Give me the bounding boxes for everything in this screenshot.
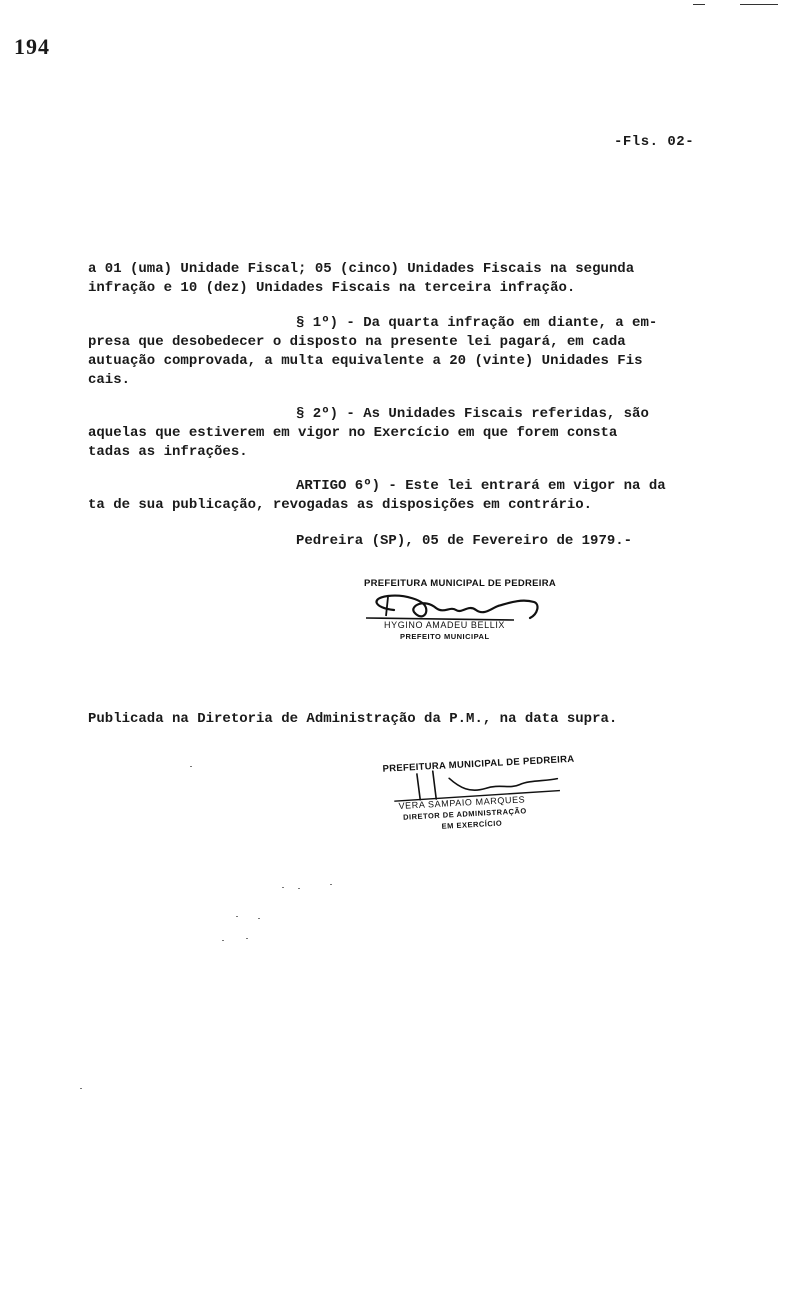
body-line: cais.	[88, 372, 131, 388]
scan-speck	[330, 884, 332, 885]
scan-speck	[258, 918, 260, 919]
scan-speck	[246, 938, 248, 939]
signer-name: VERA SAMPAIO MARQUES	[398, 794, 526, 811]
scan-mark	[740, 4, 778, 5]
page-number: 194	[14, 34, 50, 59]
director-signature-stamp	[378, 748, 575, 848]
scan-speck	[298, 888, 300, 889]
stamp-heading: PREFEITURA MUNICIPAL DE PEDREIRA	[364, 578, 557, 589]
body-line: ARTIGO 6º) - Este lei entrará em vigor na da	[296, 478, 666, 494]
body-line: presa que desobedecer o disposto na presente lei pagará, em cada	[88, 334, 626, 350]
body-line: ta de sua publicação, revogadas as disposições em contrário.	[88, 497, 593, 513]
body-line: autuação comprovada, a multa equivalente a 20 (vinte) Unidades Fis	[88, 353, 643, 369]
scan-mark	[693, 4, 705, 5]
signature-image	[364, 588, 544, 624]
body-line: infração e 10 (dez) Unidades Fiscais na terceira infração.	[88, 280, 576, 296]
signer-title: DIRETOR DE ADMINISTRAÇÃO	[402, 806, 527, 822]
body-line: aquelas que estiverem em vigor no Exercício em que forem consta	[88, 425, 618, 441]
body-line: § 2º) - As Unidades Fiscais referidas, são	[296, 406, 649, 422]
date-line: Pedreira (SP), 05 de Fevereiro de 1979.-	[296, 533, 633, 549]
mayor-signature-stamp	[358, 574, 557, 654]
folio-label: -Fls. 02-	[614, 134, 695, 150]
signer-title: EM EXERCÍCIO	[441, 818, 503, 831]
scan-speck	[222, 940, 224, 941]
scan-speck	[282, 887, 284, 888]
scan-speck	[236, 916, 238, 917]
scan-speck	[190, 766, 192, 767]
signer-name: HYGINO AMADEU BELLIX	[384, 620, 506, 630]
body-line: § 1º) - Da quarta infração em diante, a em-	[296, 315, 658, 331]
signer-title: PREFEITO MUNICIPAL	[400, 632, 490, 641]
body-line: a 01 (uma) Unidade Fiscal; 05 (cinco) Unidades Fiscais na segunda	[88, 261, 635, 277]
scan-speck	[80, 1088, 82, 1089]
stamp-heading: PREFEITURA MUNICIPAL DE PEDREIRA	[382, 753, 575, 775]
publication-line: Publicada na Diretoria de Administração da P.M., na data supra.	[88, 711, 618, 727]
body-line: tadas as infrações.	[88, 444, 248, 460]
